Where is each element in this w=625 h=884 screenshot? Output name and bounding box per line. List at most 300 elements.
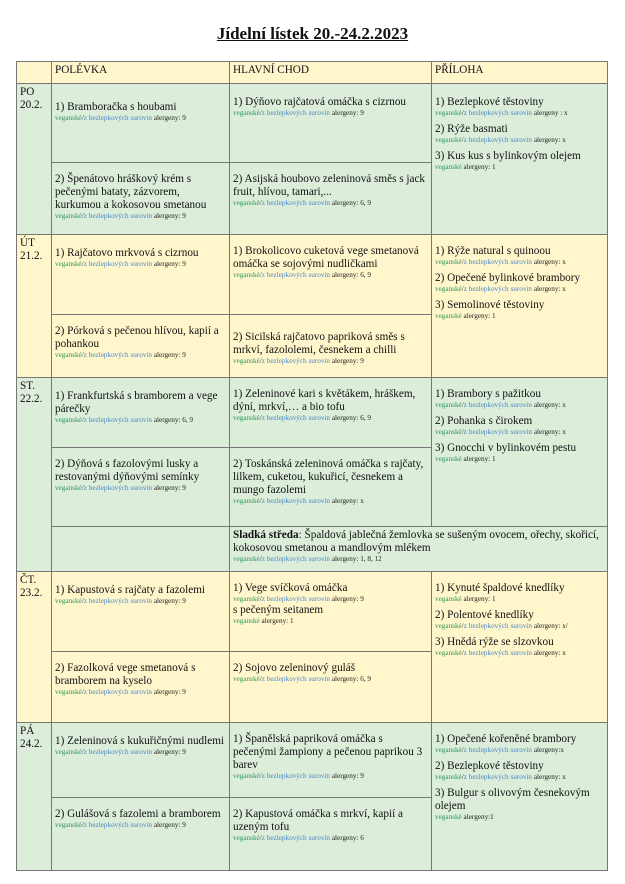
allergens: alergeny: 1	[463, 455, 496, 463]
tag-separator: /	[259, 834, 262, 842]
allergen-info	[55, 597, 226, 606]
vegan-tag: veganské	[435, 649, 462, 657]
allergen-info	[233, 497, 428, 506]
day-label: PO	[20, 86, 35, 98]
soup-cell	[52, 652, 230, 723]
gluten-free-tag: z bezlepkových surovin	[83, 114, 153, 122]
vegan-tag: veganské	[55, 351, 82, 359]
dish-name: 1) Frankfurtská s bramborem a vege párečky	[55, 390, 218, 415]
dish-name: 2) Kapustová omáčka s mrkví, kapií a uzeným tofu	[233, 808, 403, 833]
dish-name: 1) Brokolicovo cuketová vege smetanová omáčka se sojovými nudličkami	[233, 245, 419, 270]
dish-name: 1) Dýňovo rajčatová omáčka s cizrnou	[233, 96, 407, 108]
vegan-tag: veganské	[435, 595, 462, 603]
vegan-tag: veganské	[55, 212, 82, 220]
tag-separator: /	[81, 416, 84, 424]
dish-name: 2) Dýňová s fazolovými lusky a restovanými dýňovými semínky	[55, 458, 200, 483]
dish-name: 2) Špenátovo hráškový krém s pečenými bataty, zázvorem, kurkumou a kokosovou smetanou	[55, 173, 207, 211]
vegan-tag: veganské	[435, 258, 462, 266]
tag-separator: /	[81, 260, 84, 268]
day-cell	[17, 84, 52, 235]
allergen-info	[233, 271, 428, 280]
soup-cell	[52, 723, 230, 798]
gluten-free-tag: z bezlepkových surovin	[261, 271, 331, 279]
vegan-tag: veganské	[435, 136, 462, 144]
gluten-free-tag: z bezlepkových surovin	[83, 416, 153, 424]
allergens: alergeny: x	[533, 401, 566, 409]
day-cell	[17, 723, 52, 871]
main-item	[233, 331, 428, 366]
allergen-info	[233, 199, 428, 208]
vegan-tag: veganské	[233, 617, 260, 625]
soup-item	[55, 584, 226, 606]
dish-name: 1) Opečené kořeněné brambory	[435, 733, 577, 745]
tag-separator: /	[461, 136, 464, 144]
allergen-info	[55, 748, 226, 757]
vegan-tag: veganské	[233, 271, 260, 279]
dish-name: 3) Gnocchi v bylinkovém pestu	[435, 442, 577, 454]
main-cell	[230, 572, 432, 652]
allergens: alergeny: 1	[261, 617, 294, 625]
vegan-tag: veganské	[233, 834, 260, 842]
vegan-tag: veganské	[55, 597, 82, 605]
side-cell	[432, 572, 608, 723]
vegan-tag: veganské	[233, 357, 260, 365]
main-cell	[230, 315, 432, 378]
allergen-info	[435, 109, 604, 118]
vegan-tag: veganské	[233, 555, 260, 563]
dish-name: 3) Semolinové těstoviny	[435, 299, 545, 311]
vegan-tag: veganské	[435, 428, 462, 436]
day-cell	[17, 572, 52, 723]
allergens: alergeny : x	[533, 109, 568, 117]
day-date: 24.2.	[20, 738, 43, 750]
gluten-free-tag: z bezlepkových surovin	[83, 484, 153, 492]
dish-name: 1) Kynuté špaldové knedlíky	[435, 582, 565, 594]
dessert-text: : Špaldová jablečná žemlovka se sušeným ovocem, ořechy, skořicí, kokosovou smetanou a mandlovým mlékem	[233, 529, 599, 554]
tag-separator: /	[81, 351, 84, 359]
vegan-tag: veganské	[435, 455, 462, 463]
dish-name: 1) Brambory s pažitkou	[435, 388, 541, 400]
dessert-row	[17, 527, 608, 572]
gluten-free-tag: z bezlepkových surovin	[261, 414, 331, 422]
dish-name: 2) Sicilská rajčatovo papriková směs s mrkví, fazololemi, česnekem a chilli	[233, 331, 405, 356]
tag-separator: /	[461, 649, 464, 657]
gluten-free-tag: z bezlepkových surovin	[463, 649, 533, 657]
vegan-tag: veganské	[55, 688, 82, 696]
header-day	[17, 62, 52, 84]
vegan-tag: veganské	[55, 484, 82, 492]
tag-separator: /	[81, 484, 84, 492]
vegan-tag: veganské	[55, 748, 82, 756]
dish-name: 1) Španělská papriková omáčka s pečenými žampiony a pečenou paprikou 3 barev	[233, 733, 423, 771]
allergen-info	[55, 114, 226, 123]
side-item	[435, 609, 604, 631]
tag-separator: /	[259, 199, 262, 207]
dish-name: 1) Vege svíčková omáčka	[233, 582, 348, 594]
allergens: alergeny: 9	[153, 821, 186, 829]
menu-table	[16, 61, 608, 871]
allergens: alergeny: x/	[533, 622, 568, 630]
dish-name: 1) Rajčatovo mrkvová s cizrnou	[55, 247, 199, 259]
gluten-free-tag: z bezlepkových surovin	[83, 688, 153, 696]
allergens: alergeny: 1	[463, 312, 496, 320]
allergens: alergeny: 9	[153, 212, 186, 220]
dish-name: 2) Bezlepkové těstoviny	[435, 760, 544, 772]
gluten-free-tag: z bezlepkových surovin	[83, 748, 153, 756]
allergens: alergeny: 6, 9	[331, 675, 371, 683]
vegan-tag: veganské	[435, 312, 462, 320]
gluten-free-tag: z bezlepkových surovin	[463, 746, 533, 754]
allergen-info	[233, 595, 428, 604]
allergens: alergeny: 9	[331, 109, 364, 117]
allergen-info	[233, 357, 428, 366]
soup-cell	[52, 378, 230, 448]
side-item	[435, 388, 604, 410]
dish-name: 2) Opečené bylinkové brambory	[435, 272, 581, 284]
soup-cell	[52, 798, 230, 871]
dessert-label: Sladká středa	[233, 529, 299, 541]
allergen-info	[55, 212, 226, 221]
vegan-tag: veganské	[233, 772, 260, 780]
side-item	[435, 150, 604, 172]
gluten-free-tag: z bezlepkových surovin	[463, 109, 533, 117]
allergen-info	[55, 821, 226, 830]
allergen-info	[55, 351, 226, 360]
soup-item	[55, 662, 226, 697]
allergens: alergeny: x	[331, 497, 364, 505]
main-cell	[230, 163, 432, 235]
tag-separator: /	[461, 622, 464, 630]
gluten-free-tag: z bezlepkových surovin	[83, 260, 153, 268]
day-row	[17, 235, 608, 315]
gluten-free-tag: z bezlepkových surovin	[463, 285, 533, 293]
soup-cell	[52, 315, 230, 378]
main-item	[233, 245, 428, 280]
side-item	[435, 245, 604, 267]
allergens: alergeny: 6, 9	[331, 414, 371, 422]
soup-item	[55, 390, 226, 425]
allergens: alergeny: x	[533, 649, 566, 657]
header-row	[17, 62, 608, 84]
allergen-info	[435, 163, 604, 172]
main-cell	[230, 448, 432, 527]
tag-separator: /	[259, 595, 262, 603]
dish-name: 2) Pórková s pečenou hlívou, kapií a pohankou	[55, 325, 219, 350]
tag-separator: /	[81, 688, 84, 696]
gluten-free-tag: z bezlepkových surovin	[463, 401, 533, 409]
gluten-free-tag: z bezlepkových surovin	[261, 834, 331, 842]
gluten-free-tag: z bezlepkových surovin	[463, 258, 533, 266]
side-item	[435, 123, 604, 145]
day-row	[17, 84, 608, 163]
allergens: alergeny: 9	[153, 260, 186, 268]
allergens: alergeny: 9	[331, 595, 364, 603]
soup-cell	[52, 448, 230, 527]
tag-separator: /	[461, 401, 464, 409]
dish-name: 1) Zeleninové kari s květákem, hráškem, dýní, mrkví,… a bio tofu	[233, 388, 416, 413]
tag-separator: /	[461, 258, 464, 266]
tag-separator: /	[461, 109, 464, 117]
main-cell	[230, 798, 432, 871]
allergens: alergeny: x	[533, 136, 566, 144]
main-cell	[230, 723, 432, 798]
tag-separator: /	[259, 357, 262, 365]
soup-cell	[52, 572, 230, 652]
day-label: ST.	[20, 380, 36, 392]
allergens: alergeny: 6	[331, 834, 364, 842]
soup-item	[55, 735, 226, 757]
gluten-free-tag: z bezlepkových surovin	[261, 555, 331, 563]
allergens: alergeny: 6, 9	[331, 199, 371, 207]
side-item	[435, 582, 604, 604]
side-cell	[432, 235, 608, 378]
day-row	[17, 572, 608, 652]
dish-name: 1) Kapustová s rajčaty a fazolemi	[55, 584, 206, 596]
dish-name: 2) Pohanka s čirokem	[435, 415, 533, 427]
day-row	[17, 723, 608, 798]
tag-separator: /	[259, 271, 262, 279]
vegan-tag: veganské	[435, 285, 462, 293]
allergen-info	[233, 617, 428, 626]
vegan-tag: veganské	[233, 414, 260, 422]
dish-name: 1) Zeleninová s kukuřičnými nudlemi	[55, 735, 225, 747]
day-date: 21.2.	[20, 250, 43, 262]
gluten-free-tag: z bezlepkových surovin	[261, 772, 331, 780]
allergen-info	[435, 649, 604, 658]
side-item	[435, 787, 604, 822]
day-date: 20.2.	[20, 99, 43, 111]
allergen-info	[55, 260, 226, 269]
allergen-info	[233, 414, 428, 423]
main-cell	[230, 378, 432, 448]
dish-extra: s pečeným seitanem	[233, 604, 324, 616]
soup-item	[55, 101, 226, 123]
vegan-tag: veganské	[233, 497, 260, 505]
allergens: alergeny: x	[533, 285, 566, 293]
allergen-info	[233, 675, 428, 684]
gluten-free-tag: z bezlepkových surovin	[261, 595, 331, 603]
allergen-info	[233, 555, 604, 564]
vegan-tag: veganské	[233, 109, 260, 117]
gluten-free-tag: z bezlepkových surovin	[261, 199, 331, 207]
vegan-tag: veganské	[435, 773, 462, 781]
dish-name: 2) Toskánská zeleninová omáčka s rajčaty, lilkem, cuketou, kukuřicí, česnekem a mungo fazolemi	[233, 458, 424, 496]
allergen-info	[435, 136, 604, 145]
dish-name: 2) Rýže basmati	[435, 123, 508, 135]
main-item	[233, 388, 428, 423]
allergens: alergeny: 6, 9	[331, 271, 371, 279]
vegan-tag: veganské	[435, 109, 462, 117]
gluten-free-tag: z bezlepkových surovin	[83, 821, 153, 829]
tag-separator: /	[81, 212, 84, 220]
day-row	[17, 378, 608, 448]
allergens: alergeny: 9	[153, 484, 186, 492]
day-label: ČT.	[20, 574, 37, 586]
dessert-cell	[230, 527, 608, 572]
dish-name: 2) Polentové knedlíky	[435, 609, 534, 621]
gluten-free-tag: z bezlepkových surovin	[83, 351, 153, 359]
allergen-info	[435, 285, 604, 294]
side-cell	[432, 723, 608, 871]
gluten-free-tag: z bezlepkových surovin	[261, 357, 331, 365]
allergen-info	[435, 622, 604, 631]
gluten-free-tag: z bezlepkových surovin	[83, 597, 153, 605]
main-cell	[230, 652, 432, 723]
tag-separator: /	[461, 746, 464, 754]
vegan-tag: veganské	[435, 746, 462, 754]
allergen-info	[55, 688, 226, 697]
allergens: alergeny: 1	[463, 163, 496, 171]
allergens: alergeny: 1, 8, 12	[331, 555, 382, 563]
soup-item	[55, 325, 226, 360]
allergen-info	[435, 455, 604, 464]
header-main: HLAVNÍ CHOD	[230, 62, 432, 84]
tag-separator: /	[81, 748, 84, 756]
gluten-free-tag: z bezlepkových surovin	[261, 109, 331, 117]
vegan-tag: veganské	[233, 675, 260, 683]
allergen-info	[233, 834, 428, 843]
vegan-tag: veganské	[435, 163, 462, 171]
soup-cell	[52, 235, 230, 315]
vegan-tag: veganské	[233, 199, 260, 207]
allergen-info	[435, 258, 604, 267]
allergens: alergeny: 9	[331, 357, 364, 365]
gluten-free-tag: z bezlepkových surovin	[463, 622, 533, 630]
tag-separator: /	[259, 109, 262, 117]
allergens: alergeny: x	[533, 428, 566, 436]
soup-cell	[52, 163, 230, 235]
day-label: ÚT	[20, 237, 35, 249]
soup-item	[55, 458, 226, 493]
allergens: alergeny: 9	[331, 772, 364, 780]
gluten-free-tag: z bezlepkových surovin	[83, 212, 153, 220]
tag-separator: /	[259, 414, 262, 422]
day-cell	[17, 235, 52, 378]
allergen-info	[233, 109, 428, 118]
main-cell	[230, 235, 432, 315]
dish-name: 3) Kus kus s bylinkovým olejem	[435, 150, 581, 162]
tag-separator: /	[461, 285, 464, 293]
allergens: alergeny:x	[533, 746, 565, 754]
side-item	[435, 760, 604, 782]
main-item	[233, 96, 428, 118]
gluten-free-tag: z bezlepkových surovin	[261, 675, 331, 683]
main-item	[233, 808, 428, 843]
soup-item	[55, 247, 226, 269]
side-item	[435, 415, 604, 437]
side-item	[435, 96, 604, 118]
allergen-info	[435, 746, 604, 755]
vegan-tag: veganské	[55, 821, 82, 829]
vegan-tag: veganské	[233, 595, 260, 603]
dish-name: 2) Gulášová s fazolemi a bramborem	[55, 808, 221, 820]
vegan-tag: veganské	[55, 260, 82, 268]
allergens: alergeny: 1	[463, 595, 496, 603]
dish-name: 1) Bramboračka s houbami	[55, 101, 177, 113]
dish-name: 2) Fazolková vege smetanová s bramborem na kyselo	[55, 662, 196, 687]
main-item	[233, 733, 428, 781]
allergen-info	[435, 773, 604, 782]
dessert-soup-cell	[52, 527, 230, 572]
allergens: alergeny: 9	[153, 688, 186, 696]
side-item	[435, 272, 604, 294]
main-item	[233, 662, 428, 684]
vegan-tag: veganské	[55, 114, 82, 122]
side-cell	[432, 378, 608, 527]
allergen-info	[55, 484, 226, 493]
header-side: PŘÍLOHA	[432, 62, 608, 84]
vegan-tag: veganské	[55, 416, 82, 424]
side-cell	[432, 84, 608, 235]
day-date: 23.2.	[20, 587, 43, 599]
main-item	[233, 582, 428, 626]
main-cell	[230, 84, 432, 163]
allergen-info	[435, 428, 604, 437]
allergen-info	[435, 595, 604, 604]
soup-item	[55, 173, 226, 221]
allergens: alergeny: x	[533, 773, 566, 781]
gluten-free-tag: z bezlepkových surovin	[261, 497, 331, 505]
dish-name: 3) Bulgur s olivovým česnekovým olejem	[435, 787, 590, 812]
side-item	[435, 442, 604, 464]
vegan-tag: veganské	[435, 622, 462, 630]
allergen-info	[435, 813, 604, 822]
tag-separator: /	[81, 114, 84, 122]
tag-separator: /	[259, 772, 262, 780]
allergens: alergeny:1	[463, 813, 494, 821]
day-date: 22.2.	[20, 393, 43, 405]
side-item	[435, 636, 604, 658]
gluten-free-tag: z bezlepkových surovin	[463, 428, 533, 436]
gluten-free-tag: z bezlepkových surovin	[463, 773, 533, 781]
allergen-info	[435, 312, 604, 321]
tag-separator: /	[259, 497, 262, 505]
main-item	[233, 458, 428, 506]
tag-separator: /	[461, 773, 464, 781]
page-title: Jídelní lístek 20.-24.2.2023	[216, 24, 409, 43]
allergen-info	[233, 772, 428, 781]
allergens: alergeny: 9	[153, 114, 186, 122]
side-item	[435, 299, 604, 321]
gluten-free-tag: z bezlepkových surovin	[463, 136, 533, 144]
dish-name: 3) Hnědá rýže se slzovkou	[435, 636, 554, 648]
header-soup: POLÉVKA	[52, 62, 230, 84]
soup-item	[55, 808, 226, 830]
allergens: alergeny: 9	[153, 351, 186, 359]
dish-name: 1) Bezlepkové těstoviny	[435, 96, 544, 108]
dish-name: 2) Asijská houbovo zeleninová směs s jack fruit, hlívou, tamari,...	[233, 173, 426, 198]
allergen-info	[435, 401, 604, 410]
tag-separator: /	[81, 597, 84, 605]
dish-name: 2) Sojovo zeleninový guláš	[233, 662, 356, 674]
allergens: alergeny: 9	[153, 748, 186, 756]
dish-name: 1) Rýže natural s quinoou	[435, 245, 551, 257]
main-item	[233, 173, 428, 208]
allergens: alergeny: 6, 9	[153, 416, 193, 424]
soup-cell	[52, 84, 230, 163]
tag-separator: /	[259, 675, 262, 683]
tag-separator: /	[259, 555, 262, 563]
allergen-info	[55, 416, 226, 425]
allergens: alergeny: x	[533, 258, 566, 266]
side-item	[435, 733, 604, 755]
vegan-tag: veganské	[435, 813, 462, 821]
vegan-tag: veganské	[435, 401, 462, 409]
tag-separator: /	[461, 428, 464, 436]
day-cell	[17, 378, 52, 572]
day-label: PÁ	[20, 725, 35, 737]
allergens: alergeny: 9	[153, 597, 186, 605]
